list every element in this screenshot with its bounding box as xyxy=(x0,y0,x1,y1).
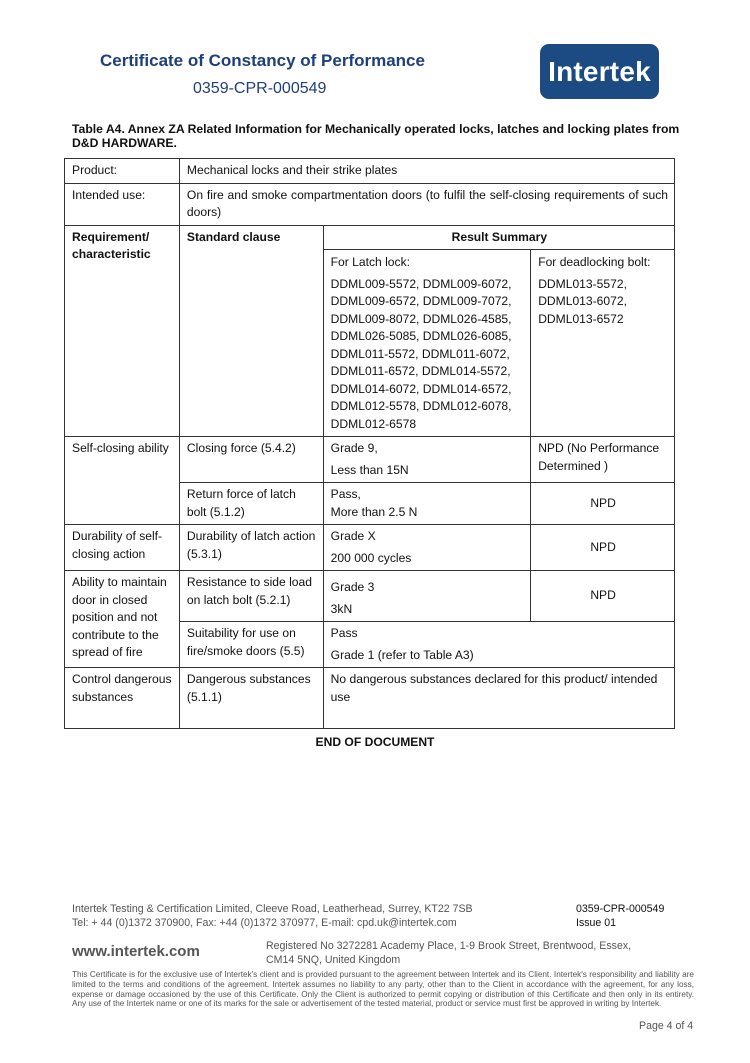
table-title: Table A4. Annex ZA Related Information for Mechanically operated locks, latches and locking plates from D&D HARDWARE. xyxy=(72,122,680,150)
footer-address xyxy=(72,903,473,930)
contact-line: Tel: + 44 (0)1372 370900, Fax: +44 (0)1372 370977, E-mail: cpd.uk@intertek.com xyxy=(72,916,457,929)
intended-use-value: On fire and smoke compartmentation doors (to fulfil the self-closing requirements of such doors) xyxy=(179,183,674,225)
table-row xyxy=(65,668,675,729)
deadlock-cell xyxy=(531,250,675,437)
clause-cell: Dangerous substances (5.1.1) xyxy=(179,668,323,729)
product-row xyxy=(65,159,675,184)
deadlock-result-cell: NPD (No Performance Determined ) xyxy=(531,437,675,483)
annex-za-table xyxy=(64,158,675,729)
result-cell: No dangerous substances declared for this product/ intended use xyxy=(323,668,674,729)
standard-clause-header: Standard clause xyxy=(179,225,323,437)
deadlocking-bolt-models: DDML013-5572, DDML013-6072, DDML013-6572 xyxy=(538,276,627,326)
result-line: Less than 15N xyxy=(330,462,409,477)
product-value: Mechanical locks and their strike plates xyxy=(179,159,674,184)
deadlock-result-cell: NPD xyxy=(531,525,675,571)
requirement-cell: Ability to maintain door in closed position and not contribute to the spread of fire xyxy=(65,571,180,668)
requirement-cell: Self-closing ability xyxy=(65,437,180,525)
footer-cert-info xyxy=(576,903,664,930)
result-line: Grade X xyxy=(330,529,376,543)
result-line: Grade 3 xyxy=(330,580,375,594)
intended-use-label: Intended use: xyxy=(65,183,180,225)
table-row xyxy=(65,437,675,483)
latch-result-cell xyxy=(323,525,531,571)
website-link[interactable]: www.intertek.com xyxy=(72,943,200,960)
certificate-title: Certificate of Constancy of Performance xyxy=(100,51,425,70)
footer-issue: Issue 01 xyxy=(576,916,617,929)
disclaimer: This Certificate is for the exclusive use of Intertek's client and is provided pursuant to the agreement between Intertek and its Client. Intertek's responsibility and liability are limited to the terms and conditions of the agreement. Intertek assumes no liability to any party, other than to the Client in accordance with the agreement, for any loss, expense or damage occasioned by the use of this Certificate. Only the Client is authorized to permit copying or distribution of this Certificate and then only in its entirety. Any use of the Intertek name or one of its marks for the sale or advertisement of the tested material, product or service must first be approved in writing by Intertek. xyxy=(72,970,694,1009)
intertek-logo: Intertek xyxy=(540,44,659,99)
requirement-header: Requirement/ characteristic xyxy=(65,225,180,437)
result-line: Pass, xyxy=(330,487,361,501)
clause-cell: Suitability for use on fire/smoke doors (5.5) xyxy=(179,622,323,668)
registered-line: CM14 5NQ, United Kingdom xyxy=(266,953,401,966)
registered-line: Registered No 3272281 Academy Place, 1-9 Brook Street, Brentwood, Essex, xyxy=(266,940,632,952)
certificate-number: 0359-CPR-000549 xyxy=(193,80,327,97)
clause-cell: Closing force (5.4.2) xyxy=(179,437,323,483)
result-line: 200 000 cycles xyxy=(330,550,412,565)
clause-cell: Durability of latch action (5.3.1) xyxy=(179,525,323,571)
deadlocking-bolt-subheader: For deadlocking bolt: xyxy=(538,255,651,269)
result-line: Grade 1 (refer to Table A3) xyxy=(330,647,474,662)
result-line: More than 2.5 N xyxy=(330,504,418,519)
deadlock-result-cell: NPD xyxy=(531,483,675,525)
footer-cert-number: 0359-CPR-000549 xyxy=(576,903,665,915)
table-row xyxy=(65,571,675,622)
registered-address xyxy=(266,940,686,967)
result-line: Grade 9, xyxy=(330,441,378,455)
result-line: 3kN xyxy=(330,601,353,616)
latch-result-cell xyxy=(323,437,531,483)
end-of-document: END OF DOCUMENT xyxy=(315,735,435,749)
latch-lock-models: DDML009-5572, DDML009-6072, DDML009-6572, DDML009-7072, DDML009-8072, DDML026-4585, DDML026-5085, DDML026-6085, DDML011-5572, DDML011-6072, DDML011-6572, DDML014-5572, DDML014-6072, DDML014-6572, DDML012-5578, DDML012-6078, DDML012-6578 xyxy=(330,276,512,431)
table-header-row xyxy=(65,225,675,250)
product-label: Product: xyxy=(65,159,180,184)
deadlock-result-cell: NPD xyxy=(531,571,675,622)
result-cell xyxy=(323,622,674,668)
requirement-cell: Control dangerous substances xyxy=(65,668,180,729)
clause-cell: Resistance to side load on latch bolt (5.2.1) xyxy=(179,571,323,622)
clause-cell: Return force of latch bolt (5.1.2) xyxy=(179,483,323,525)
requirement-cell: Durability of self-closing action xyxy=(65,525,180,571)
latch-result-cell xyxy=(323,571,531,622)
table-row xyxy=(65,525,675,571)
latch-lock-subheader: For Latch lock: xyxy=(330,255,410,269)
result-line: Pass xyxy=(330,626,358,640)
intended-use-row xyxy=(65,183,675,225)
latch-lock-cell xyxy=(323,250,531,437)
company-line: Intertek Testing & Certification Limited, Cleeve Road, Leatherhead, Surrey, KT22 7SB xyxy=(72,903,473,915)
latch-result-cell xyxy=(323,483,531,525)
result-summary-header: Result Summary xyxy=(323,225,674,250)
page-number: Page 4 of 4 xyxy=(639,1020,694,1032)
